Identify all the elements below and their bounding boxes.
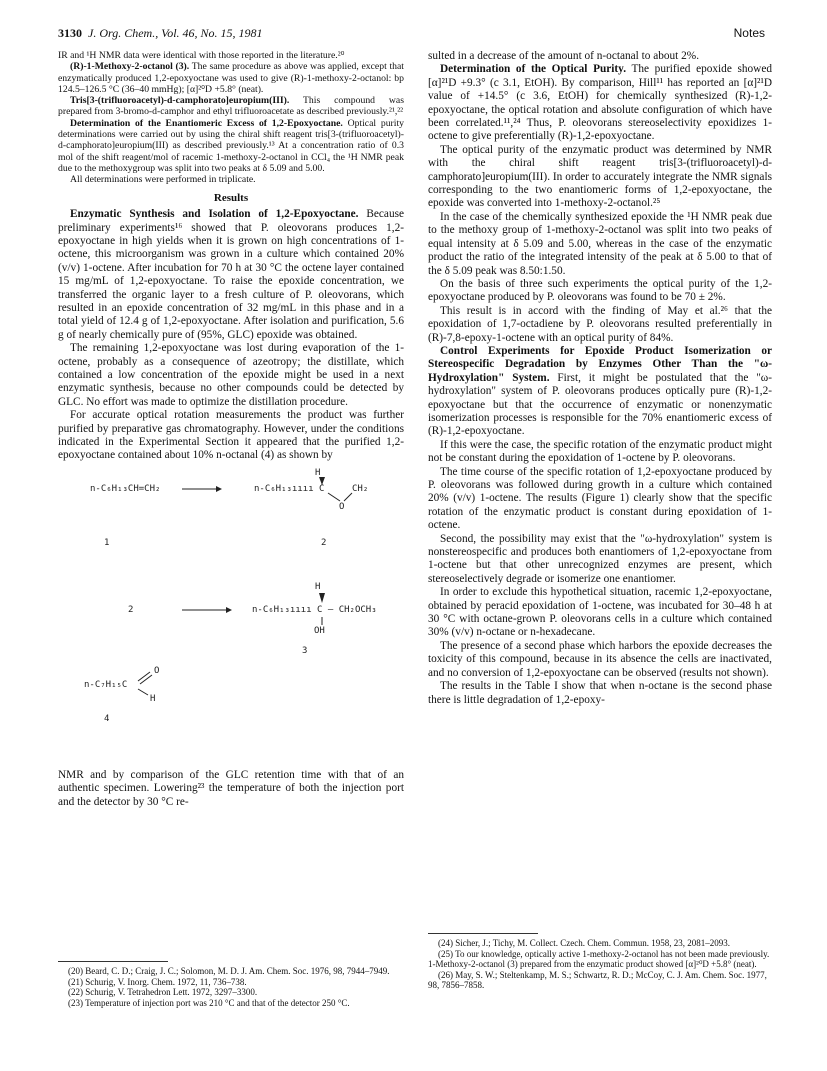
footnote: (25) To our knowledge, optically active 1-methoxy-2-octanol has not been made previously. 1-Methoxy-2-octanol (3) prepared from the enzymatic product showed [α]²⁰D +5.8° (neat). — [428, 948, 770, 970]
paragraph: Enzymatic Synthesis and Isolation of 1,2-Epoxyoctane. Because preliminary experiments¹⁶ showed that P. oleovorans produces 1,2-epoxyoctane in high yields when it is grown on high concentrations of 1-octene, this microorganism was grown in a culture which contained 20% (v/v) 1-octene. After incubation for 70 h at 30 °C the octene layer contained 15 mg/mL of 1,2-epoxyoctane. To raise the epoxide concentration, we transferred the organic layer to a fresh culture of P. oleovorans, which resulted in an epoxide concentration of 32 mg/mL in this phase and in a total yield of 12.4 g of 1,2-epoxyoctane. After isolation and purification, 5.6 g of nearly chemically pure of (95%, GLC) epoxide was obtained. — [58, 208, 404, 341]
paragraph: The optical purity of the enzymatic product was determined by NMR with the chiral shift reagent tris[3-(trifluoroacetyl)-d-camphorato]europium(III). In order to accurately integrate the NMR signals corresponding to the two enantiomeric forms of 1,2-epoxyoctane, the epoxide was converted into 1-methoxy-2-octanol.²⁵ — [428, 143, 772, 210]
footnote: (24) Sicher, J.; Tichy, M. Collect. Czech. Chem. Commun. 1958, 23, 2081–2093. — [438, 938, 731, 948]
paragraph: On the basis of three such experiments the optical purity of the 1,2-epoxyoctane produced by P. oleovorans was found to be 70 ± 2%. — [428, 277, 772, 304]
footnote: (21) Schurig, V. Inorg. Chem. 1972, 11, 736–738. — [68, 976, 247, 987]
footnote: (20) Beard, C. D.; Craig, J. C.; Solomon, M. D. J. Am. Chem. Soc. 1976, 98, 7944–7949. — [68, 966, 390, 976]
paragraph: Determination of the Optical Purity. The purified epoxide showed [α]²¹D +9.3° (c 3.1, EtOH). By comparison, Hill¹¹ has reported an [α]²¹D value of +14.5° (c 3.6, EtOH) for chemically synthesized (R)-1,2-epoxyoctane, the optical rotation and absolute configuration of which have been correlated.¹¹,²⁴ Thus, P. oleovorans stereoselectivity epoxidizes 1-octene to give preferentially (R)-1,2-epoxyoctane. — [428, 63, 772, 143]
paragraph: For accurate optical rotation measurements the product was further purified by preparative gas chromatography. However, under the conditions indicated in the Experimental Section it appeared that the purified 1,2-epoxyoctane contained about 10% n-octanal (4) as shown by — [58, 409, 404, 462]
footnote: (26) May, S. W.; Steltenkamp, M. S.; Schwartz, R. D.; McCoy, C. J. Am. Chem. Soc. 1977, 98, 7856–7858. — [428, 969, 767, 991]
compound-number: 4 — [104, 713, 110, 724]
section-heading: Results — [213, 191, 249, 204]
journal-citation: J. Org. Chem., Vol. 46, No. 15, 1981 — [88, 26, 263, 40]
paragraph: This result is in accord with the finding of May et al.²⁶ that the epoxidation of 1,7-octadiene by P. oleovorans resulted preferentially in (R)-7,8-epoxy-1-octene with an optical purity of 84%. — [428, 304, 772, 344]
footnotes-left — [58, 966, 404, 1008]
paragraph: Determination of the Enantiomeric Excess of 1,2-Epoxyoctane. Optical purity determinations were carried out by using the chiral shift reagent tris[3-(trifluoroacetyl)-d-camphorato]europium(III) as described previously.¹³ At a concentration ratio of 0.3 mol of the shift reagent/mol of racemic 1-methoxy-2-octanol in CCl₄ the ¹H NMR peak due to the methoxygroup was split into two peaks at δ 5.09 and 5.00. — [58, 117, 404, 174]
paragraph: IR and ¹H NMR data were identical with those reported in the literature.²⁰ — [58, 50, 345, 61]
footnote: (22) Schurig, V. Tetrahedron Lett. 1972, 3297–3300. — [68, 987, 258, 998]
paragraph: The remaining 1,2-epoxyoctane was lost during evaporation of the 1-octene, probably as a consequence of azeotropy; the distillate, which contained a low concentration of the epoxide might be used in a next enzymatic synthesis, because no other compounds could be detected by GLC. No effort was made to optimize the distillation procedure. — [58, 342, 404, 408]
footnote-rule — [428, 933, 538, 934]
compound-number: 3 — [302, 645, 308, 656]
atom-label: O — [154, 665, 160, 676]
structure-formula: n-C₇H₁₅C — [84, 679, 128, 690]
atom-label: H — [150, 693, 156, 704]
structure-formula: n-C₆H₁₃ıııı C — CH₂OCH₃ — [252, 604, 377, 615]
paragraph: sulted in a decrease of the amount of n-octanal to about 2%. — [428, 50, 700, 62]
atom-label: H — [315, 467, 321, 478]
compound-number: 1 — [104, 537, 110, 548]
footnotes-right — [428, 938, 772, 991]
scheme-lines — [58, 467, 404, 767]
left-column — [58, 50, 404, 809]
structure-formula: n-C₆H₁₃ıııı C — [254, 483, 325, 494]
atom-label: CH₂ — [352, 483, 369, 494]
paragraph: All determinations were performed in triplicate. — [70, 174, 256, 186]
paragraph: If this were the case, the specific rotation of the enzymatic product might not be constant during the epoxidation of 1-octene by P. oleovorans. — [428, 438, 772, 465]
compound-number: 2 — [321, 537, 327, 548]
paragraph: The presence of a second phase which harbors the epoxide decreases the toxicity of this compound, because in its absence the cells are inactivated, and no conversion of 1,2-epoxyoctane can be observed (results not shown). — [428, 639, 772, 679]
section-label: Notes — [733, 26, 765, 40]
structure-formula: n-C₆H₁₃CH=CH₂ — [90, 483, 161, 494]
paragraph: The time course of the specific rotation of 1,2-epoxyoctane produced by P. oleovorans was followed during growth in a culture which contained 20% (v/v) 1-octene. The results (Figure 1) clearly show that the specific rotation of the enzymatic product is constant during epoxidation of 1-octene. — [428, 465, 772, 532]
paragraph: Control Experiments for Epoxide Product Isomerization or Stereospecific Degradation by Enzymes Other Than the "ω-Hydroxylation" System. First, it might be postulated that the "ω-hydroxylation" system of P. oleovorans produces optically pure (R)-1,2-epoxyoctane but that the occurrence of enzymatic or nonenzymatic isomerization processes is responsible for the 70% enantiomeric excess of (R)-1,2-epoxyoctane. — [428, 344, 773, 438]
atom-label: H — [315, 581, 321, 592]
paragraph: (R)-1-Methoxy-2-octanol (3). The same procedure as above was applied, except that enzymatically produced 1,2-epoxyoctane was used to give (R)-1-methoxy-2-octanol: bp 124.5–126.5 °C (36–40 mmHg); [α]²⁰D +5.8° (neat). — [58, 61, 404, 95]
paragraph: In order to exclude this hypothetical situation, racemic 1,2-epoxyoctane, obtained by peracid epoxidation of 1-octene, was incubated for 30–48 h at 30 °C with octane-grown P. oleovorans cells in a culture which contained 30% (v/v) n-octane or n-hexadecane. — [428, 586, 772, 639]
paragraph: The results in the Table I show that when n-octane is the second phase there is little degradation of 1,2-epoxy- — [428, 680, 772, 706]
paragraph: NMR and by comparison of the GLC retention time with that of an authentic specimen. Lowering²³ the temperature of both the injection port and the detector by 30 °C re- — [58, 768, 404, 808]
paragraph: Tris[3-(trifluoroacetyl)-d-camphorato]europium(III). This compound was prepared from 3-bromo-d-camphor and ethyl trifluoroacetate as described previously.²¹,²² — [58, 95, 404, 118]
reaction-scheme — [58, 467, 404, 767]
footnote-rule — [58, 961, 168, 962]
footnote: (23) Temperature of injection port was 210 °C and that of the detector 250 °C. — [68, 997, 350, 1008]
right-column — [428, 50, 772, 707]
atom-label: OH — [314, 625, 325, 636]
page-number: 3130 — [58, 26, 82, 40]
page-header — [58, 26, 765, 44]
atom-label: O — [339, 501, 345, 512]
paragraph: Second, the possibility may exist that the "ω-hydroxylation" system is nonstereospecific and produces both enantiomers of 1,2-epoxyoctane from 1-octene but that other unrecognized enzymes are present, which stereoselectively degrade or isomerize one enantiomer. — [428, 532, 772, 585]
compound-number: 2 — [128, 604, 134, 615]
paragraph: In the case of the chemically synthesized epoxide the ¹H NMR peak due to the methoxy group of 1-methoxy-2-octanol was split into two peaks of equal intensity at δ 5.09 and 5.00, whereas in the case of the enzymatic product the ratio of the integrated intensity of the peak at δ 5.00 to that of the δ 5.09 peak was 8.50:1.50. — [428, 210, 772, 277]
